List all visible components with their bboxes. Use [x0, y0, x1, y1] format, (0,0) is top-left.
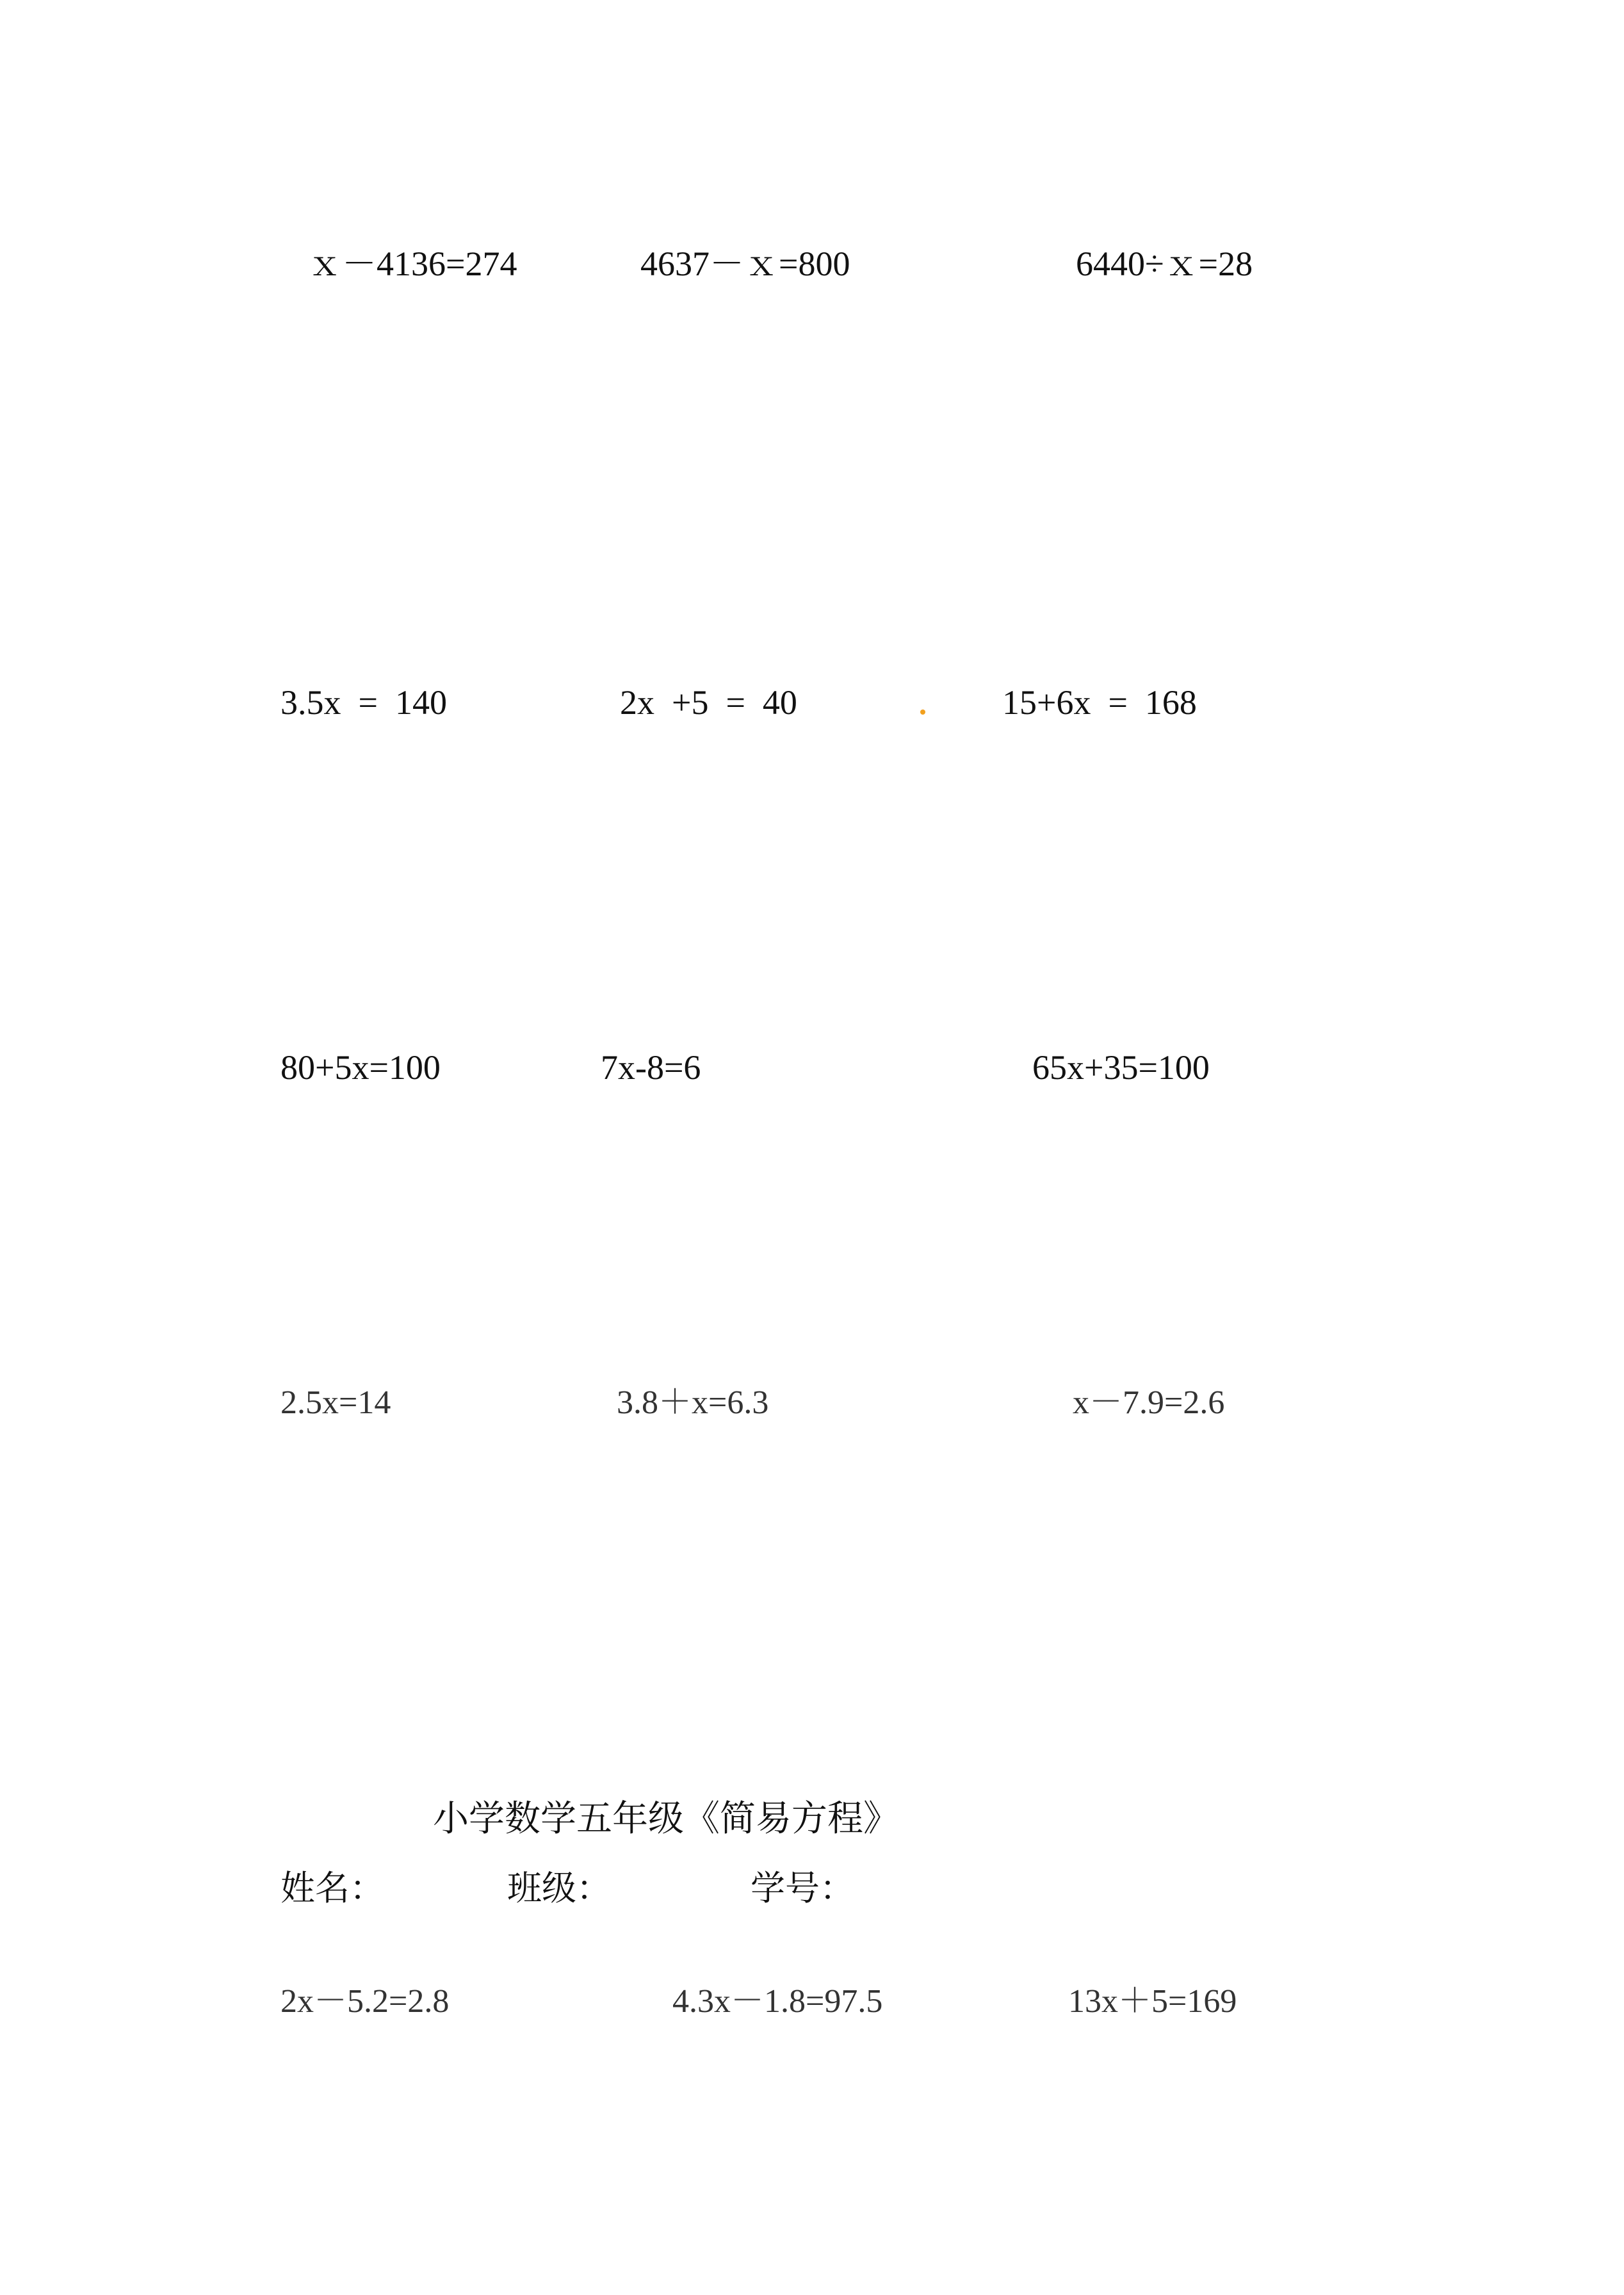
equation-r1-b: 4637－ｘ=800: [640, 245, 850, 283]
equation-r4-a: 2.5x=14: [280, 1384, 391, 1421]
student-number-label: 学号：: [751, 1868, 854, 1908]
class-label: 班级：: [507, 1868, 611, 1908]
equation-r4-b: 3.8＋x=6.3: [617, 1384, 769, 1421]
equation-r3-a: 80+5x=100: [280, 1048, 441, 1087]
equation-r5-a: 2x－5.2=2.8: [280, 1983, 450, 2020]
stray-dot: [920, 710, 925, 715]
equation-r5-b: 4.3x－1.8=97.5: [672, 1983, 883, 2020]
equation-r3-c: 65x+35=100: [1032, 1048, 1210, 1087]
equation-r5-c: 13x＋5=169: [1068, 1983, 1237, 2020]
equation-r1-a: ｘ－4136=274: [307, 245, 517, 283]
equation-r1-c: 6440÷ｘ=28: [1076, 245, 1253, 283]
name-label: 姓名：: [280, 1868, 384, 1908]
page-title: 小学数学五年级《简易方程》: [433, 1798, 899, 1840]
equation-r4-c: x－7.9=2.6: [1073, 1384, 1225, 1421]
equation-r2-b: 2x +5 = 40: [620, 683, 797, 722]
equation-r3-b: 7x-8=6: [601, 1048, 701, 1087]
equation-r2-c: 15+6x = 168: [1002, 683, 1197, 722]
equation-r2-a: 3.5x = 140: [280, 683, 447, 722]
